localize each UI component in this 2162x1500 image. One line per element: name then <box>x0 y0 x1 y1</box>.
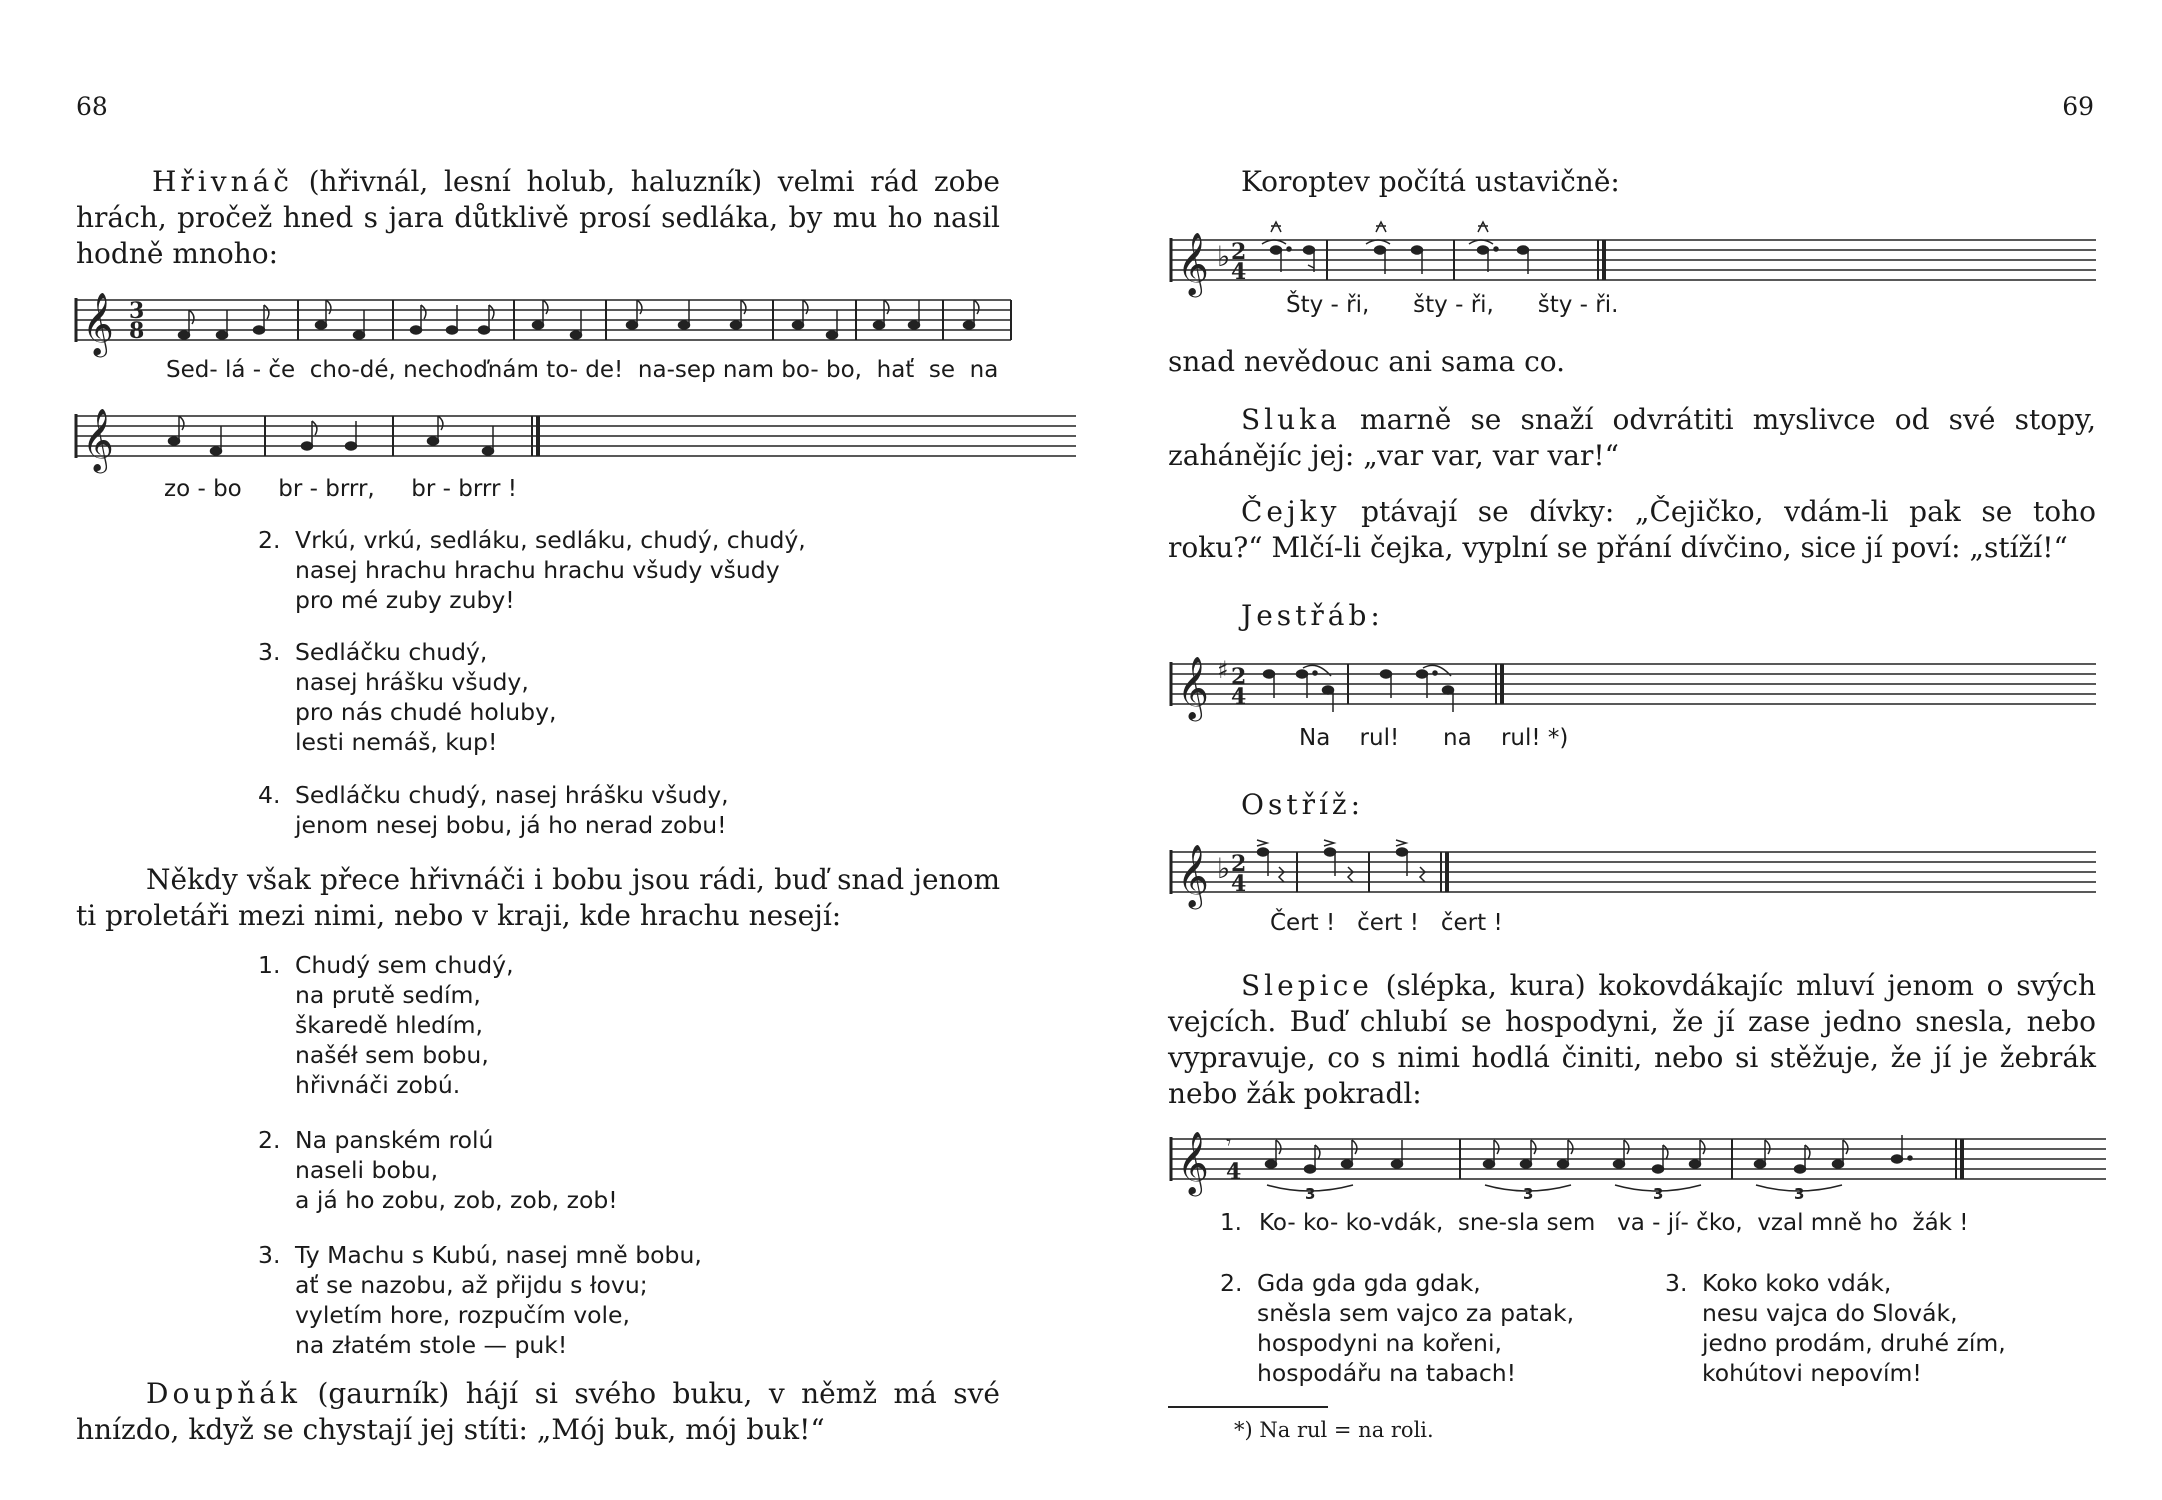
page-number: 68 <box>76 92 108 121</box>
verse-line: vyletím hore, rozpučím vole, <box>295 1301 630 1329</box>
intro-lead: Hřivnáč <box>152 165 293 198</box>
verse-line: nasej hrášku všudy, <box>295 668 529 696</box>
svg-text:𝄞: 𝄞 <box>82 292 114 355</box>
verse-line: pro nás chudé holuby, <box>295 698 557 726</box>
verse-line: ať se nazobu, až přijdu s łovu; <box>295 1271 648 1299</box>
verse-number: 3. <box>258 638 281 666</box>
verse-line: Na panském rolú <box>295 1126 494 1154</box>
triplet-mark: 3 <box>1523 1185 1534 1203</box>
verse-line: nasej hrachu hrachu hrachu všudy všudy <box>295 556 780 584</box>
sluka-lead: Sluka <box>1241 403 1341 436</box>
ostriz-lyrics: Čert ! čert ! čert ! <box>1270 910 1503 936</box>
verse-line: hospodářu na tabach! <box>1257 1359 1517 1387</box>
koroptev-timesig-bottom: 4 <box>1231 259 1247 285</box>
verse-line: Sedláčku chudý, <box>295 638 488 666</box>
cejky-text: ptávají se dívky: „Čejičko, vdám-li pak se toho roku?“ Mlčí-li čejka, vyplní se přání dívčino, sice jí poví: „stíží!“ <box>1168 495 2096 564</box>
verse-number: 4. <box>258 781 281 809</box>
svg-text:♭: ♭ <box>1217 240 1231 273</box>
verse-number: 3. <box>258 1241 281 1269</box>
ostriz-timesig-bottom: 4 <box>1231 871 1247 897</box>
verse-line: škaredě hledím, <box>295 1011 483 1039</box>
verse-line: jedno prodám, druhé zím, <box>1702 1329 2006 1357</box>
song1-staff-2 <box>76 406 1076 476</box>
svg-text:♭: ♭ <box>1217 852 1231 885</box>
sluka-text: marně se snaží odvrátiti myslivce od své stopy, zahánějíc jej: „var var, var var!“ <box>1168 403 2097 472</box>
verse-line: hřivnáči zobú. <box>295 1071 461 1099</box>
svg-text:𝄞: 𝄞 <box>1177 1131 1209 1194</box>
verse-number: 1. <box>258 951 281 979</box>
intro-text: (hřivnál, lesní holub, haluzník) velmi rád zobe hrách, pročež hned s jara důtklivě prosí sedláka, by mu ho nasil hodně mnoho: <box>76 165 1000 270</box>
triplet-mark: 3 <box>1794 1185 1805 1203</box>
verse-line: lesti nemáš, kup! <box>295 728 498 756</box>
verse-line: Vrkú, vrkú, sedláku, sedláku, chudý, chudý, <box>295 526 806 554</box>
slepice-staff <box>1171 1127 2111 1217</box>
closing-paragraph <box>76 1376 1000 1448</box>
koroptev-timesig-top: 2 <box>1231 239 1247 265</box>
footnote: *) Na rul = na roli. <box>1234 1418 1434 1442</box>
right-page <box>1081 0 2162 1500</box>
svg-text:𝄞: 𝄞 <box>1177 656 1209 719</box>
slepice-verse1-number: 1. <box>1220 1210 1242 1236</box>
triplet-mark: 3 <box>1653 1185 1664 1203</box>
cejky-paragraph <box>1168 494 2096 566</box>
svg-text:𝄾: 𝄾 <box>1226 1130 1232 1154</box>
verse-line: Koko koko vdák, <box>1702 1269 1892 1297</box>
verse-line: a já ho zobu, zob, zob, zob! <box>295 1186 618 1214</box>
jestrab-staff <box>1171 652 2101 732</box>
slepice-text: (slépka, kura) kokovdákajíc mluví jenom o svých vejcích. Buď chlubí se hospodyni, že jí zase jedno snesla, nebo vypravuje, co s nimi hodlá činiti, nebo si stěžuje, že jí je žebrák nebo žák pokradl: <box>1168 969 2096 1110</box>
page-number: 69 <box>2062 92 2094 121</box>
koroptev-lyrics: Šty - ři, šty - ři, šty - ři. <box>1286 292 1619 318</box>
triplet-mark: 3 <box>1305 1185 1316 1203</box>
closing-lead: Doupňák <box>146 1377 301 1410</box>
verse-number: 2. <box>258 1126 281 1154</box>
verse-line: na złatém stole — puk! <box>295 1331 568 1359</box>
intro-paragraph <box>76 164 1000 272</box>
jestrab-timesig-bottom: 4 <box>1231 684 1247 710</box>
verse-line: jenom nesej bobu, já ho nerad zobu! <box>295 811 727 839</box>
slepice-paragraph <box>1168 968 2096 1112</box>
svg-text:𝄞: 𝄞 <box>1177 844 1209 907</box>
verse-line: Ty Machu s Kubú, nasej mně bobu, <box>295 1241 702 1269</box>
verse-line: našéł sem bobu, <box>295 1041 489 1069</box>
svg-text:♯: ♯ <box>1217 656 1229 684</box>
verse-line: pro mé zuby zuby! <box>295 586 515 614</box>
ostriz-heading: Ostříž: <box>1241 788 1365 821</box>
verse-line: kohútovi nepovím! <box>1702 1359 1922 1387</box>
verse-line: Chudý sem chudý, <box>295 951 514 979</box>
jestrab-heading: Jestřáb: <box>1241 599 1384 632</box>
closing-text: (gaurník) hájí si svého buku, v němž má své hnízdo, když se chystají jej stíti: „Mój buk, mój buk!“ <box>76 1377 1000 1446</box>
verse-number: 2. <box>1220 1269 1243 1297</box>
slepice-timesig-bottom: 4 <box>1226 1159 1242 1185</box>
song1-timesig-bottom: 8 <box>129 318 145 344</box>
song1-lyrics-1: Sed- lá - če cho-dé, nechoďnám to- de! na-sep nam bo- bo, hať se na <box>166 357 999 383</box>
svg-text:𝄞: 𝄞 <box>82 408 114 471</box>
slepice-verse1-lyrics: Ko- ko- ko-vdák, sne-sla sem va - jí- čko, vzal mně ho žák ! <box>1259 1210 1969 1236</box>
song1-timesig-top: 3 <box>129 298 145 324</box>
verse-line: sněsla sem vajco za patak, <box>1257 1299 1575 1327</box>
song1-lyrics-2: zo - bo br - brrr, br - brrr ! <box>164 476 517 502</box>
footnote-rule <box>1168 1406 1328 1408</box>
svg-text:𝄞: 𝄞 <box>1177 232 1209 295</box>
koroptev-staff <box>1171 218 2101 298</box>
jestrab-lyrics: Na rul! na rul! *) <box>1299 725 1569 751</box>
koroptev-after: snad nevědouc ani sama co. <box>1168 345 1566 378</box>
cejky-lead: Čejky <box>1241 495 1341 528</box>
verse-line: na prutě sedím, <box>295 981 481 1009</box>
sluka-paragraph <box>1168 402 2096 474</box>
ostriz-timesig-top: 2 <box>1231 851 1247 877</box>
verse-number: 2. <box>258 526 281 554</box>
verse-line: naseli bobu, <box>295 1156 439 1184</box>
verse-line: Sedláčku chudý, nasej hrášku všudy, <box>295 781 729 809</box>
middle-paragraph: Někdy však přece hřivnáči i bobu jsou rádi, buď snad jenom ti proletáři mezi nimi, nebo v kraji, kde hrachu nesejí: <box>76 863 1000 932</box>
verse-number: 3. <box>1665 1269 1688 1297</box>
koroptev-intro: Koroptev počítá ustavičně: <box>1241 165 1620 198</box>
slepice-lead: Slepice <box>1241 969 1373 1002</box>
verse-line: nesu vajca do Slovák, <box>1702 1299 1958 1327</box>
verse-line: hospodyni na kořeni, <box>1257 1329 1502 1357</box>
ostriz-staff <box>1171 835 2101 915</box>
verse-line: Gda gda gda gdak, <box>1257 1269 1481 1297</box>
jestrab-timesig-top: 2 <box>1231 664 1247 690</box>
